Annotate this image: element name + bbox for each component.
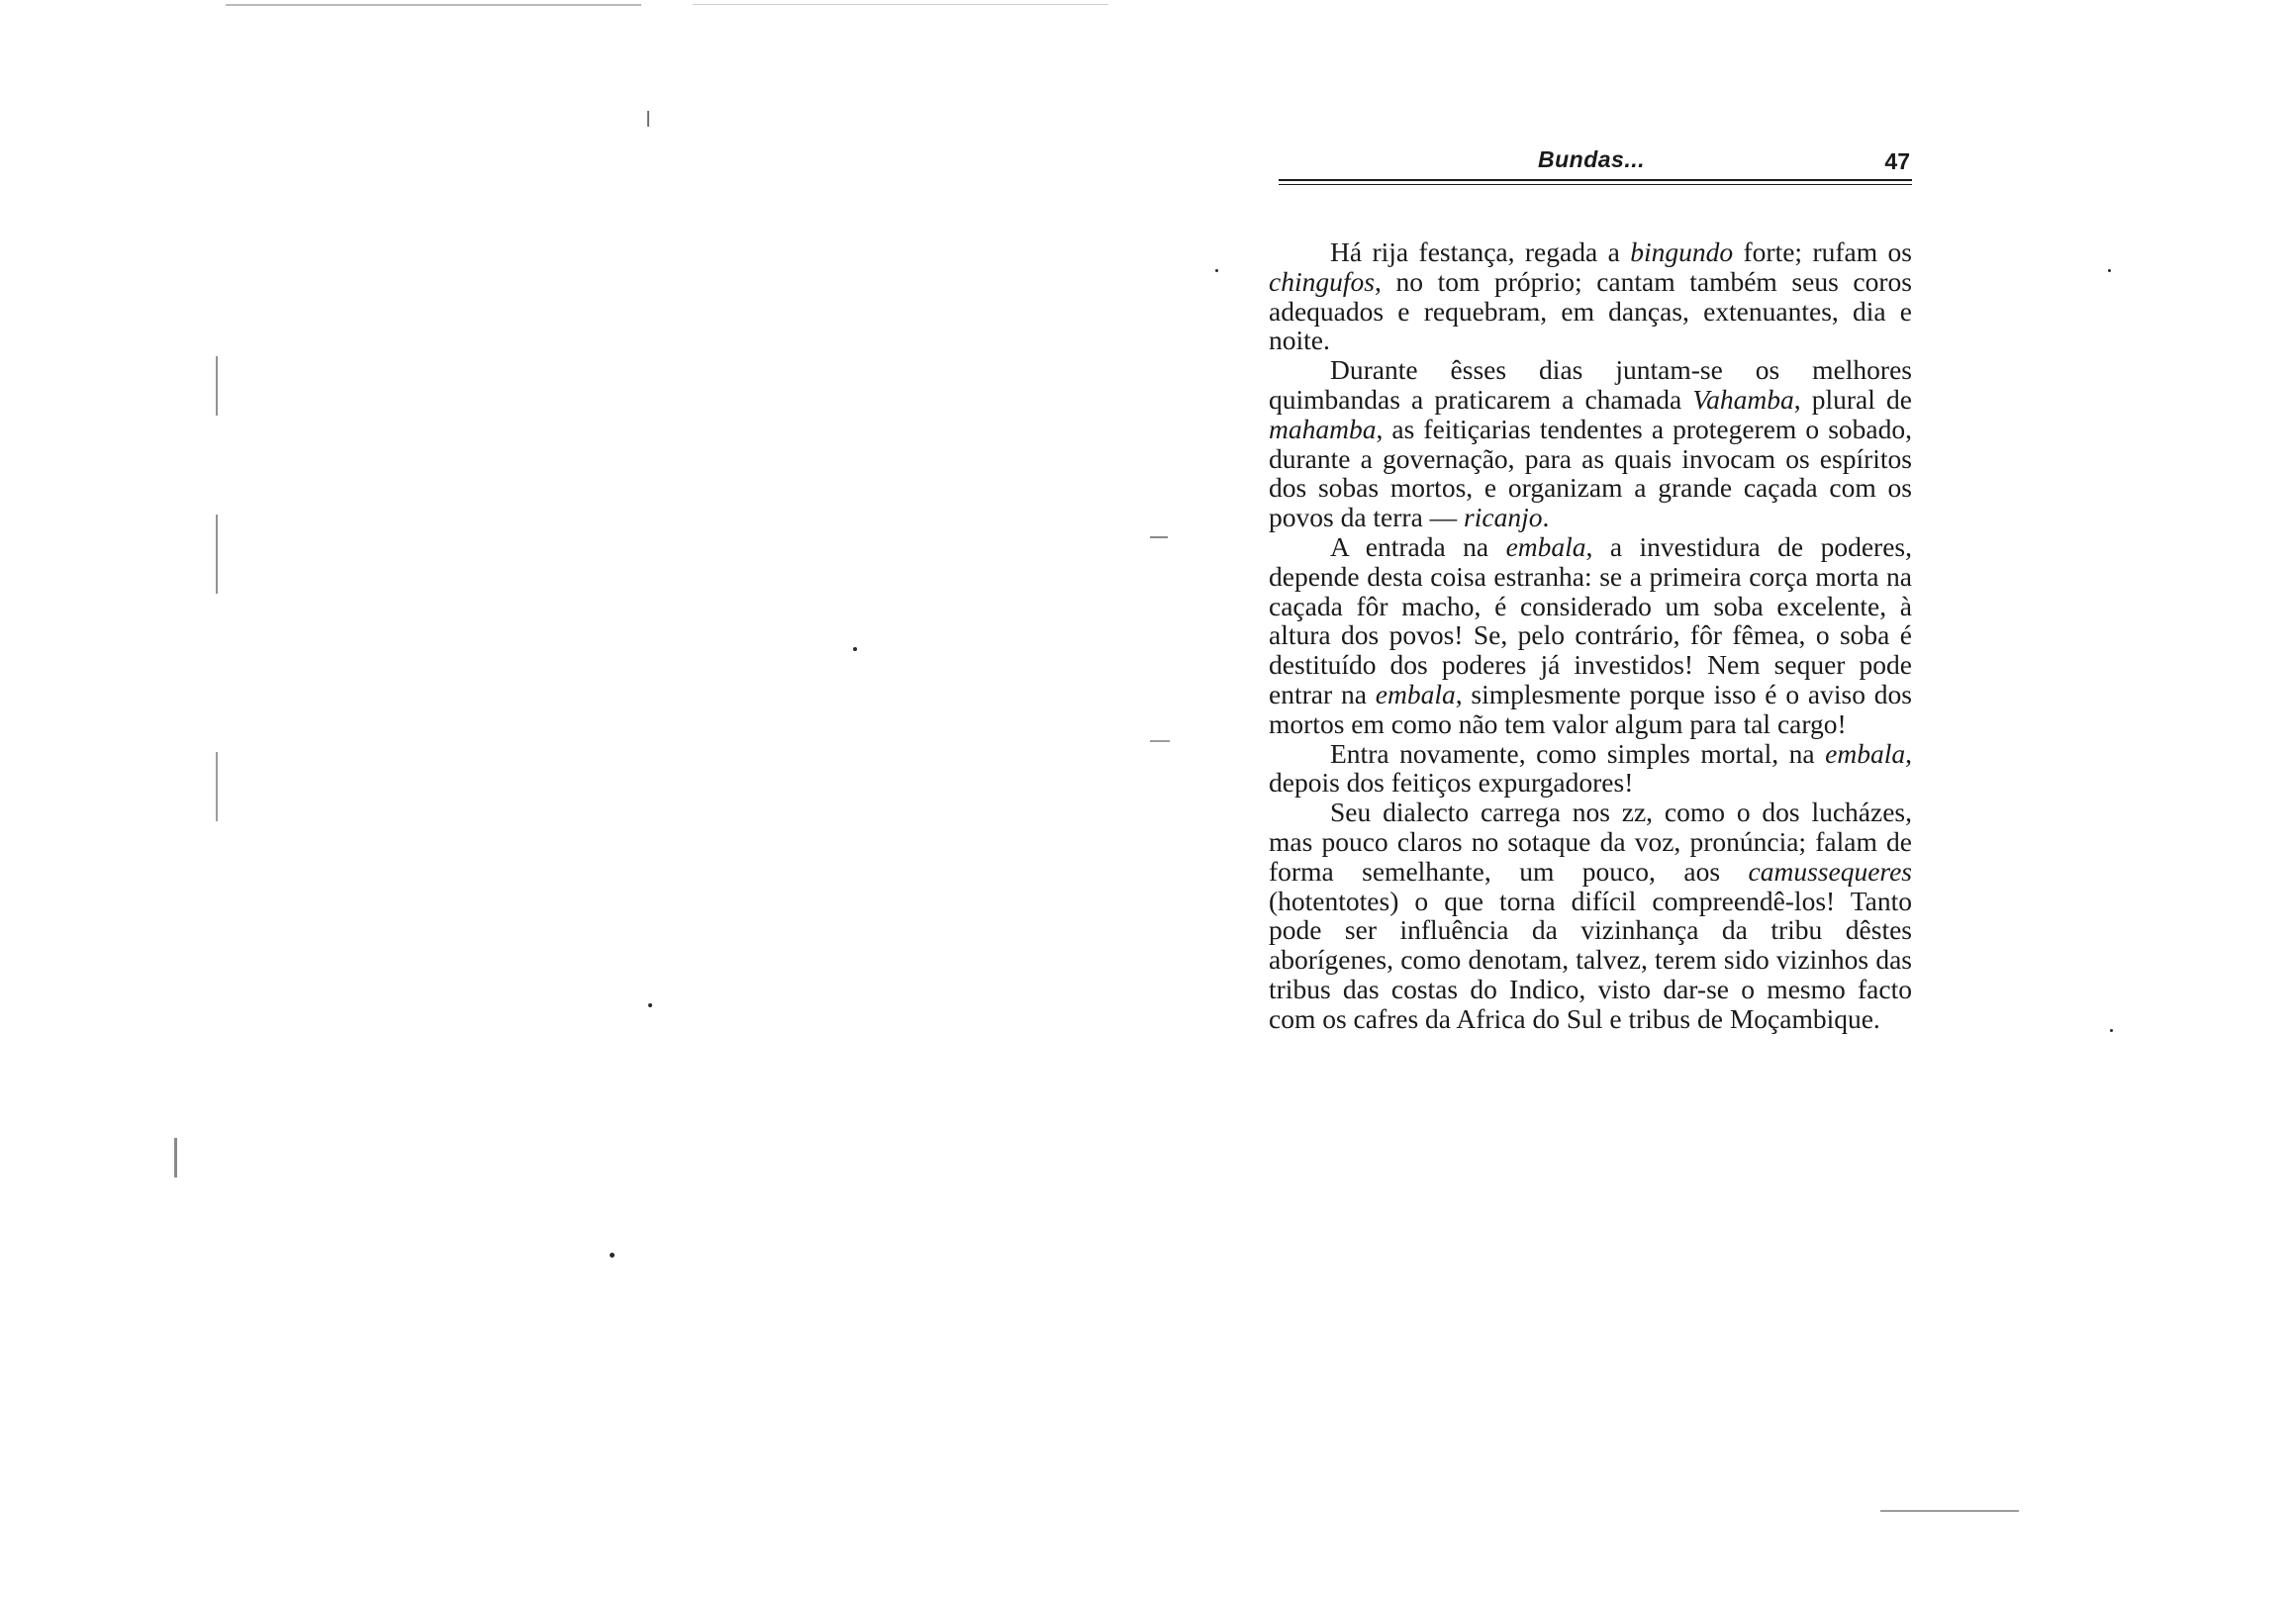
header-rule bbox=[1279, 179, 1912, 181]
italic-term: embala bbox=[1825, 737, 1906, 769]
scan-artifact-left-edge bbox=[174, 1138, 177, 1177]
text-run: , depois dos feitiços expurgadores! bbox=[1269, 737, 1912, 799]
scan-artifact-gutter bbox=[1150, 536, 1168, 538]
book-page-47 bbox=[1269, 146, 1912, 1034]
paragraph bbox=[1269, 355, 1912, 532]
text-run: , no tom próprio; cantam também seus coros adequados e requebram, em danças, extenuantes, dia e noite. bbox=[1269, 265, 1912, 356]
scan-artifact-left-edge bbox=[216, 752, 218, 821]
paragraph bbox=[1269, 798, 1912, 1033]
text-run: , as feitiçarias tendentes a protegerem o sobado, durante a governação, para as quais invocam os espíritos dos sobas mortos, e organizam a grande caçada com os povos da terra — bbox=[1269, 413, 1912, 533]
scan-speck bbox=[610, 1253, 615, 1258]
text-run: . bbox=[1542, 502, 1550, 533]
scan-speck bbox=[853, 647, 857, 651]
paragraph bbox=[1269, 739, 1912, 799]
running-head bbox=[1269, 146, 1912, 180]
italic-term: Vahamba bbox=[1692, 383, 1794, 415]
italic-term: ricanjo bbox=[1464, 502, 1543, 533]
header-rule-thin bbox=[1279, 184, 1912, 185]
italic-term: mahamba bbox=[1269, 413, 1377, 444]
text-run: A entrada na bbox=[1330, 530, 1506, 562]
page-number: 47 bbox=[1884, 148, 1910, 174]
scan-artifact-left-edge bbox=[216, 356, 218, 416]
italic-term: embala bbox=[1505, 530, 1586, 562]
scan-artifact-mark bbox=[647, 111, 649, 127]
paragraph bbox=[1269, 532, 1912, 739]
scan-artifact-top-edge bbox=[693, 4, 1108, 5]
text-run: Seu dialecto carrega nos zz, como o dos lucházes, mas pouco claros no sotaque da voz, pronúncia; falam de forma semelhante, um pouco, aos bbox=[1269, 797, 1912, 887]
text-run: , simplesmente porque isso é o aviso dos mortos em como não tem valor algum para tal cargo! bbox=[1269, 678, 1913, 739]
scan-speck bbox=[2110, 1029, 2113, 1032]
italic-term: chingufos bbox=[1269, 265, 1375, 297]
italic-term: camussequeres bbox=[1748, 855, 1912, 887]
body-text bbox=[1269, 237, 1912, 1034]
text-run: , a investidura de poderes, depende desta coisa estranha: se a primeira corça morta na caçada fôr macho, é considerado um soba excelente, à altura dos povos! Se, pelo contrário, fôr fêmea, o soba é destituído dos poderes já investidos! Nem sequer pode entrar na bbox=[1269, 530, 1912, 709]
italic-term: embala bbox=[1375, 678, 1456, 709]
text-run: forte; rufam os bbox=[1733, 236, 1912, 267]
scan-artifact-top-edge bbox=[226, 4, 641, 6]
scan-speck bbox=[2108, 269, 2111, 272]
scan-artifact-bottom-edge bbox=[1880, 1510, 2019, 1512]
text-run: Durante êsses dias juntam-se os melhores quimbandas a praticarem a chamada bbox=[1269, 354, 1912, 415]
scan-artifact-left-edge bbox=[216, 515, 218, 594]
text-run: Entra novamente, como simples mortal, na bbox=[1330, 737, 1826, 769]
scan-speck bbox=[648, 1003, 652, 1007]
scan-artifact-gutter bbox=[1150, 740, 1170, 742]
running-title: Bundas... bbox=[1538, 146, 1646, 172]
italic-term: bingundo bbox=[1630, 236, 1734, 267]
text-run: , plural de bbox=[1793, 383, 1912, 415]
text-run: (hotentotes) o que torna difícil compreendê-los! Tanto pode ser influência da vizinhança da tribu dêstes aborígenes, como denotam, talvez, terem sido vizinhos das tribus das costas do Indico, visto dar-se o mesmo facto com os cafres da Africa do Sul e tribus de Moçambique. bbox=[1269, 885, 1912, 1034]
text-run: Há rija festança, regada a bbox=[1330, 236, 1631, 267]
paragraph bbox=[1269, 237, 1912, 355]
scan-speck bbox=[1215, 269, 1218, 272]
